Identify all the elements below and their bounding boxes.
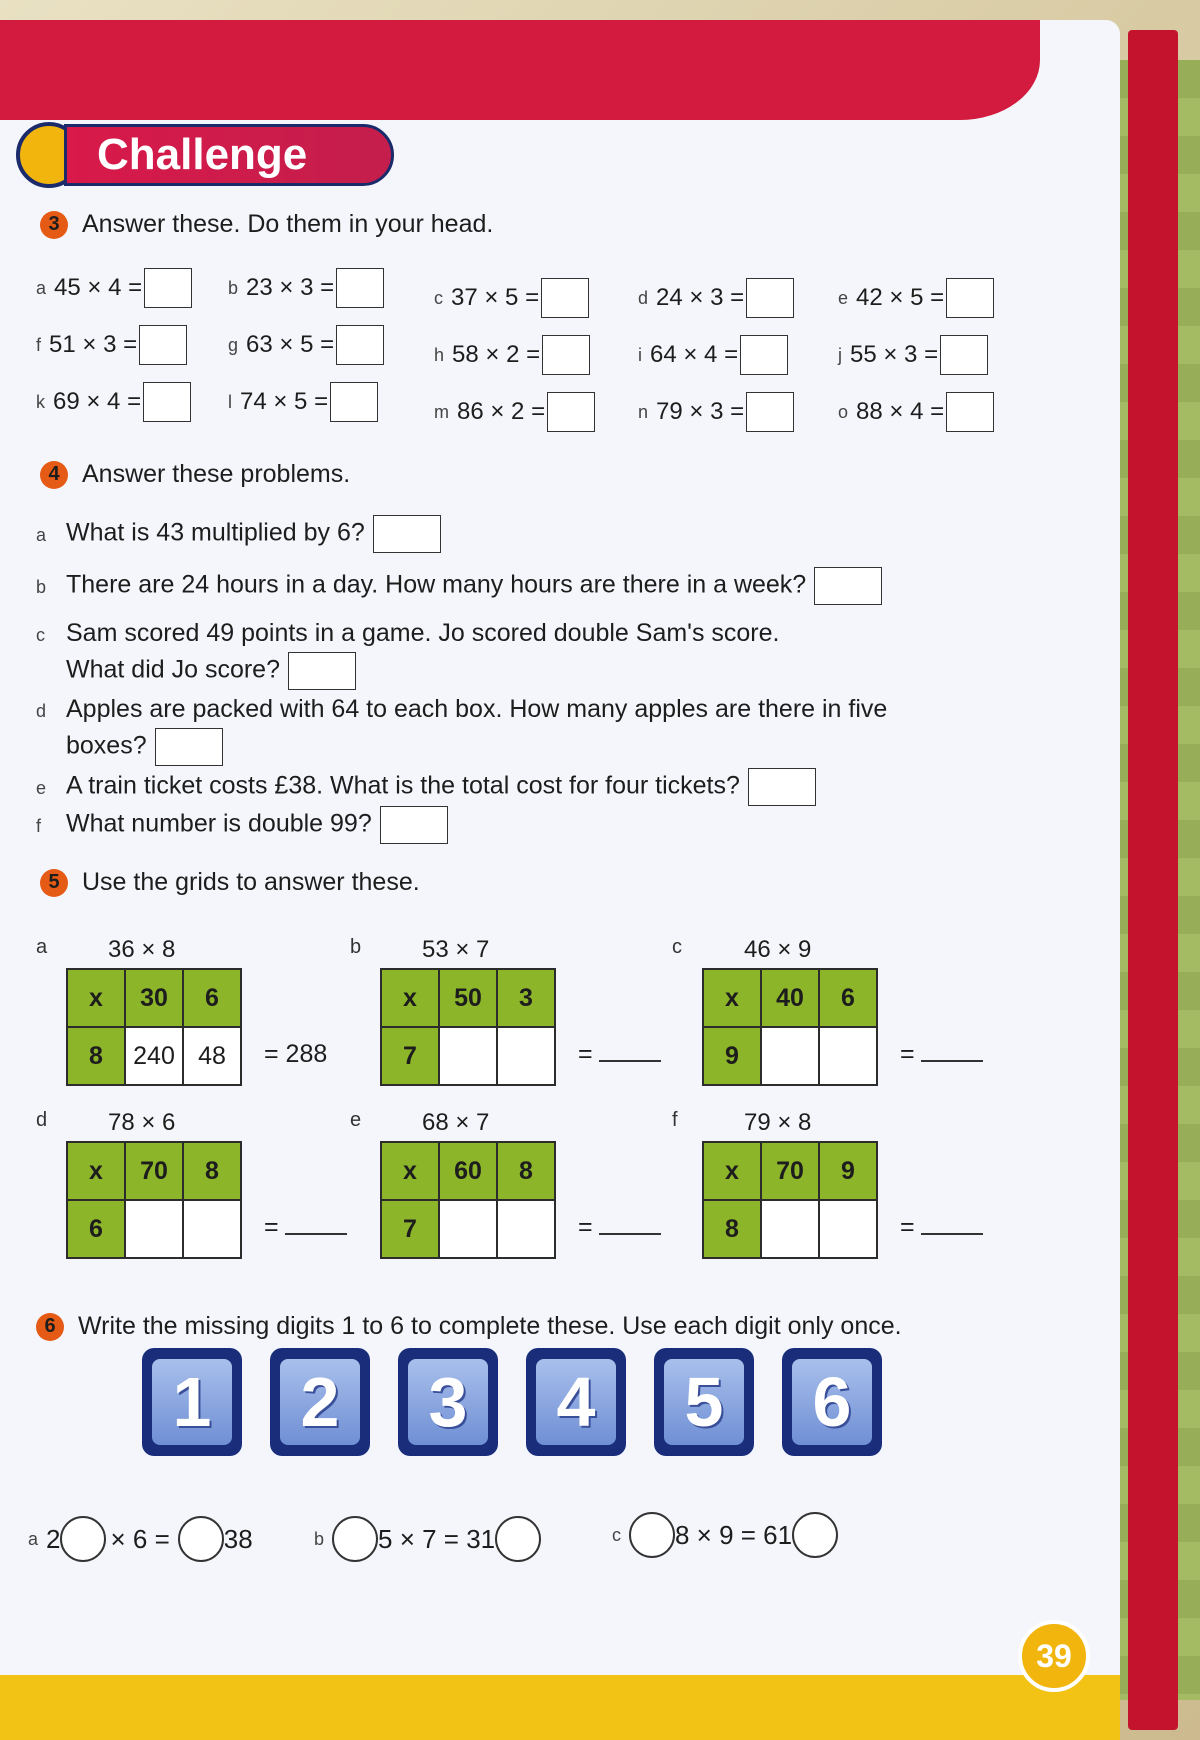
grid-row-header: 9 — [703, 1027, 761, 1085]
grid-answer-cell[interactable]: 240 — [125, 1027, 183, 1085]
q4-item-b: b There are 24 hours in a day. How many hours are there in a week? — [36, 567, 882, 605]
q5-grid-b: b 53 × 7 x 50 3 7 = — [350, 932, 670, 1107]
q3-item-b: b 23 × 3 = — [228, 268, 384, 308]
digit-tile[interactable]: 1 — [142, 1348, 242, 1456]
answer-box[interactable] — [330, 382, 378, 422]
multiplication-grid — [380, 968, 556, 1086]
q4-item-a: a What is 43 multiplied by 6? — [36, 515, 441, 553]
grid-answer-cell[interactable] — [761, 1027, 819, 1085]
q4-item-c: c Sam scored 49 points in a game. Jo scored double Sam's score. What did Jo score? — [36, 616, 779, 690]
answer-box[interactable] — [541, 278, 589, 318]
q6-item-c: c 8 × 9 = 61 — [612, 1512, 838, 1558]
digit-circle[interactable] — [495, 1516, 541, 1562]
digit-circle[interactable] — [332, 1516, 378, 1562]
q3-item-c: c 37 × 5 = — [434, 278, 589, 318]
q4-heading — [40, 460, 350, 489]
grid-row-header: 6 — [67, 1200, 125, 1258]
q4-item-e: e A train ticket costs £38. What is the total cost for four tickets? — [36, 768, 816, 806]
grid-header-cell: x — [703, 969, 761, 1027]
q3-item-j: j 55 × 3 = — [838, 335, 988, 375]
q3-item-i: i 64 × 4 = — [638, 335, 788, 375]
grid-header-cell: 60 — [439, 1142, 497, 1200]
digit-tile[interactable]: 2 — [270, 1348, 370, 1456]
q3-number-badge: 3 — [40, 211, 68, 239]
answer-box[interactable] — [740, 335, 788, 375]
grid-answer-cell[interactable] — [819, 1027, 877, 1085]
q5-grid-c: c 46 × 9 x 40 6 9 = — [672, 932, 992, 1107]
grid-row-header: 7 — [381, 1200, 439, 1258]
grid-row-header: 7 — [381, 1027, 439, 1085]
answer-box[interactable] — [814, 567, 882, 605]
q3-heading — [40, 210, 493, 239]
grid-result: = — [264, 1213, 347, 1242]
q3-item-m: m 86 × 2 = — [434, 392, 595, 432]
answer-box[interactable] — [547, 392, 595, 432]
q3-item-g: g 63 × 5 = — [228, 325, 384, 365]
q5-grid-d: d 78 × 6 x 70 8 6 = — [36, 1105, 356, 1280]
answer-blank[interactable] — [599, 1042, 661, 1062]
answer-box[interactable] — [746, 392, 794, 432]
grid-result: = — [900, 1213, 983, 1242]
answer-box[interactable] — [155, 728, 223, 766]
grid-header-cell: 70 — [761, 1142, 819, 1200]
grid-answer-cell[interactable]: 48 — [183, 1027, 241, 1085]
answer-box[interactable] — [336, 325, 384, 365]
grid-row-header: 8 — [703, 1200, 761, 1258]
answer-blank[interactable] — [599, 1215, 661, 1235]
q3-item-o: o 88 × 4 = — [838, 392, 994, 432]
header-band — [0, 20, 1040, 120]
grid-header-cell: 30 — [125, 969, 183, 1027]
grid-title: 53 × 7 — [422, 936, 490, 963]
q4-item-f: f What number is double 99? — [36, 806, 448, 844]
grid-answer-cell[interactable] — [819, 1200, 877, 1258]
answer-box[interactable] — [946, 392, 994, 432]
grid-answer-cell[interactable] — [497, 1027, 555, 1085]
grid-header-cell: 40 — [761, 969, 819, 1027]
q3-item-a: a 45 × 4 = — [36, 268, 192, 308]
answer-box[interactable] — [748, 768, 816, 806]
answer-box[interactable] — [139, 325, 187, 365]
q3-item-h: h 58 × 2 = — [434, 335, 590, 375]
grid-title: 68 × 7 — [422, 1109, 490, 1136]
q5-grid-a: a 36 × 8 x 30 6 8 240 48 = 288 — [36, 932, 356, 1107]
answer-box[interactable] — [144, 268, 192, 308]
q6-item-b: b 5 × 7 = 31 — [314, 1516, 541, 1562]
grid-header-cell: 50 — [439, 969, 497, 1027]
answer-box[interactable] — [373, 515, 441, 553]
page-number: 39 — [1018, 1620, 1090, 1692]
q6-number-badge: 6 — [36, 1313, 64, 1341]
digit-circle[interactable] — [60, 1516, 106, 1562]
grid-header-cell: x — [381, 969, 439, 1027]
answer-blank[interactable] — [921, 1215, 983, 1235]
q6-heading — [36, 1312, 902, 1341]
answer-box[interactable] — [336, 268, 384, 308]
grid-answer-cell[interactable] — [439, 1027, 497, 1085]
q3-item-f: f 51 × 3 = — [36, 325, 187, 365]
textbook-page — [0, 20, 1120, 1740]
grid-header-cell: 8 — [183, 1142, 241, 1200]
q5-grid-f: f 79 × 8 x 70 9 8 = — [672, 1105, 992, 1280]
book-cover-edge — [1128, 30, 1178, 1730]
grid-result: = — [900, 1040, 983, 1069]
q5-number-badge: 5 — [40, 869, 68, 897]
q4-item-d: d Apples are packed with 64 to each box. How many apples are there in five boxes? — [36, 692, 887, 766]
q4-number-badge: 4 — [40, 461, 68, 489]
grid-answer-cell[interactable] — [497, 1200, 555, 1258]
grid-answer-cell[interactable] — [183, 1200, 241, 1258]
grid-answer-cell[interactable] — [439, 1200, 497, 1258]
challenge-banner — [16, 120, 381, 190]
footer-band — [0, 1675, 1120, 1740]
digit-tile[interactable]: 6 — [782, 1348, 882, 1456]
q6-instruction: Write the missing digits 1 to 6 to complete these. Use each digit only once. — [78, 1312, 902, 1340]
answer-box[interactable] — [940, 335, 988, 375]
multiplication-grid — [702, 968, 878, 1086]
digit-tile[interactable]: 3 — [398, 1348, 498, 1456]
q5-grid-e: e 68 × 7 x 60 8 7 = — [350, 1105, 670, 1280]
grid-result: = 288 — [264, 1040, 328, 1068]
q4-instruction: Answer these problems. — [82, 460, 351, 488]
grid-header-cell: 8 — [497, 1142, 555, 1200]
grid-title: 46 × 9 — [744, 936, 812, 963]
digit-circle[interactable] — [178, 1516, 224, 1562]
multiplication-grid — [66, 968, 242, 1086]
digit-tile[interactable]: 4 — [526, 1348, 626, 1456]
grid-answer-cell[interactable] — [125, 1200, 183, 1258]
q3-item-e: e 42 × 5 = — [838, 278, 994, 318]
grid-header-cell: 9 — [819, 1142, 877, 1200]
answer-box[interactable] — [542, 335, 590, 375]
grid-header-cell: 70 — [125, 1142, 183, 1200]
digit-tile[interactable]: 5 — [654, 1348, 754, 1456]
grid-header-cell: x — [703, 1142, 761, 1200]
grid-header-cell: x — [381, 1142, 439, 1200]
grid-title: 36 × 8 — [108, 936, 176, 963]
challenge-title: Challenge — [64, 124, 394, 186]
grid-result: = — [578, 1213, 661, 1242]
grid-result: = — [578, 1040, 661, 1069]
answer-box[interactable] — [946, 278, 994, 318]
grid-row-header: 8 — [67, 1027, 125, 1085]
answer-blank[interactable] — [921, 1042, 983, 1062]
answer-box[interactable] — [746, 278, 794, 318]
answer-box[interactable] — [143, 382, 191, 422]
grid-header-cell: 6 — [183, 969, 241, 1027]
digit-circle[interactable] — [792, 1512, 838, 1558]
grid-header-cell: 6 — [819, 969, 877, 1027]
q5-instruction: Use the grids to answer these. — [82, 868, 420, 896]
q3-instruction: Answer these. Do them in your head. — [82, 210, 494, 238]
digit-circle[interactable] — [629, 1512, 675, 1558]
grid-header-cell: x — [67, 969, 125, 1027]
grid-header-cell: x — [67, 1142, 125, 1200]
q6-item-a: a 2 × 6 = 38 — [28, 1516, 253, 1562]
q3-item-k: k 69 × 4 = — [36, 382, 191, 422]
grid-title: 78 × 6 — [108, 1109, 176, 1136]
answer-box[interactable] — [288, 652, 356, 690]
digit-tiles — [142, 1348, 882, 1456]
grid-header-cell: 3 — [497, 969, 555, 1027]
multiplication-grid — [380, 1141, 556, 1259]
answer-box[interactable] — [380, 806, 448, 844]
multiplication-grid — [66, 1141, 242, 1259]
grid-answer-cell[interactable] — [761, 1200, 819, 1258]
q3-item-l: l 74 × 5 = — [228, 382, 378, 422]
q3-item-n: n 79 × 3 = — [638, 392, 794, 432]
multiplication-grid — [702, 1141, 878, 1259]
q5-heading — [40, 868, 420, 897]
q3-item-d: d 24 × 3 = — [638, 278, 794, 318]
grid-title: 79 × 8 — [744, 1109, 812, 1136]
answer-blank[interactable] — [285, 1215, 347, 1235]
